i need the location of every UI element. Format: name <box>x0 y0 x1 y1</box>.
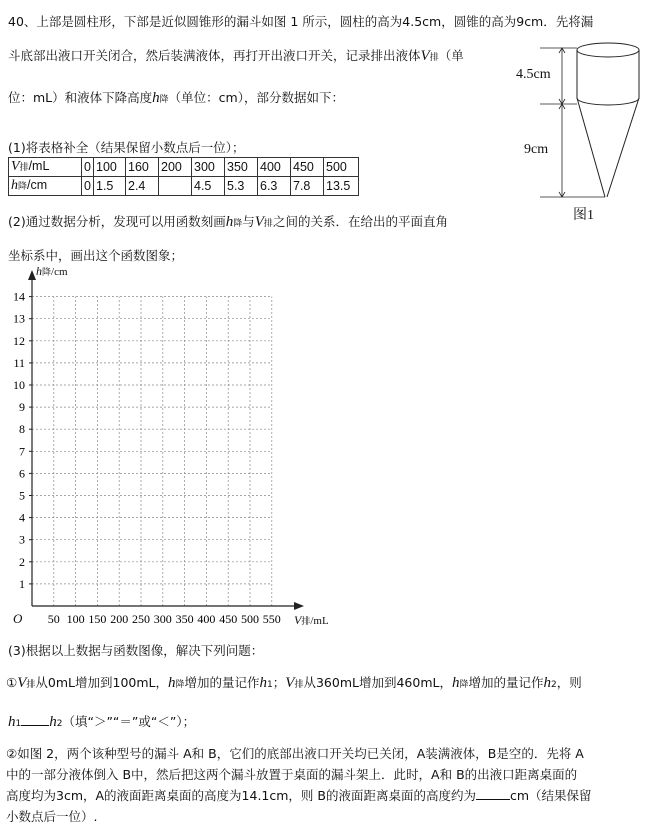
cylinder-top-ellipse <box>577 43 639 57</box>
y-tick-label: 7 <box>19 444 25 459</box>
x-tick-label: 150 <box>88 612 107 626</box>
question-3-part-2-line-2: 中的一部分液体倒入 B中，然后把这两个漏斗放置于桌面的漏斗架上．此时，A和 B的出液口距离桌面的 <box>6 767 578 782</box>
table-cell: 200 <box>159 158 192 177</box>
x-tick-label: 400 <box>197 612 216 626</box>
compare-answer-blank[interactable] <box>21 714 49 726</box>
y-tick-label: 6 <box>19 466 25 481</box>
table-cell: 4.5 <box>192 177 225 196</box>
coordinate-grid <box>0 262 340 632</box>
problem-line-3-end: （单位：cm），部分数据如下： <box>168 90 344 105</box>
question-3-part-2-line-4: 小数点后一位）. <box>6 809 98 824</box>
problem-line-2-text: 斗底部出液口开关闭合，然后装满液体，再打开出液口开关，记录排出液体 <box>8 48 421 63</box>
q2-v-subscript: 排 <box>263 219 273 229</box>
table-cell: 1.5 <box>94 177 126 196</box>
q2-text-b: 之间的关系．在给出的平面直角 <box>272 214 448 229</box>
q3-h1-subscript: 1 <box>267 680 273 690</box>
table-cell: 5.3 <box>225 177 258 196</box>
figure-1-caption: 图1 <box>573 208 594 223</box>
cone-left-edge <box>577 98 605 197</box>
height-label-cone: 9cm <box>524 142 549 157</box>
question-3-part-1 <box>6 673 582 692</box>
y-axis-unit: /cm <box>51 266 68 278</box>
problem-line-2-end: （单 <box>438 48 464 63</box>
x-tick-labels <box>48 612 281 626</box>
q3-v-symbol-2: V <box>285 675 295 691</box>
table-row-height <box>9 177 359 196</box>
table-cell: 7.8 <box>291 177 324 196</box>
y-tick-label: 2 <box>19 554 25 569</box>
table-cell: 160 <box>126 158 159 177</box>
x-tick-label: 200 <box>110 612 129 626</box>
table-cell: 0 <box>82 177 94 196</box>
q3-p2-line3-b: cm（结果保留 <box>509 788 592 803</box>
x-axis-unit: /mL <box>310 615 329 627</box>
table-cell: 100 <box>94 158 126 177</box>
q2-text-mid: 与 <box>242 214 255 229</box>
table-h-subscript: 降 <box>18 181 28 191</box>
q3-h-symbol-1: h <box>168 675 176 691</box>
y-tick-label: 9 <box>19 400 25 415</box>
table-cell: 0 <box>82 158 94 177</box>
question-2-line-1 <box>8 212 448 231</box>
question-3-part-2-line-3 <box>6 786 592 804</box>
q3-h2-subscript: 2 <box>551 680 557 690</box>
y-tick-label: 4 <box>19 510 25 525</box>
x-axis-label <box>294 613 329 628</box>
q3-h-symbol-2: h <box>451 675 460 691</box>
q3-h1-symbol: h <box>259 675 268 691</box>
table-row-volume <box>9 158 359 177</box>
table-cell: 400 <box>258 158 291 177</box>
x-tick-label: 50 <box>47 612 60 626</box>
table-v-symbol: V <box>11 159 20 174</box>
q3-p1-c: ； <box>272 675 286 690</box>
h-symbol: h <box>152 90 160 106</box>
table-h-unit: /cm <box>27 178 48 192</box>
y-axis-h-subscript: 降 <box>42 268 52 278</box>
q3-p1-e: 增加的量记作 <box>468 675 544 690</box>
question-1: (1)将表格补全（结果保留小数点后一位）； <box>8 140 245 155</box>
y-tick-label: 14 <box>13 289 25 304</box>
table-cell-blank <box>159 177 192 196</box>
problem-line-3-text: 位：mL）和液体下降高度 <box>8 90 153 105</box>
compare-h2-subscript: 2 <box>56 719 63 729</box>
q2-h-subscript: 降 <box>233 219 243 229</box>
x-tick-label: 300 <box>153 612 172 626</box>
q3-h-subscript-1: 降 <box>175 680 185 690</box>
question-3-part-2-line-1: ②如图 2，两个该种型号的漏斗 A和 B，它们的底部出液口开关均已关闭，A装满液体，B是空的．先将 A <box>6 746 584 761</box>
table-cell: 13.5 <box>324 177 359 196</box>
table-cell: 300 <box>192 158 225 177</box>
compare-h1-subscript: 1 <box>15 719 22 729</box>
compare-h2-symbol: h <box>49 714 57 730</box>
x-axis-v-symbol: V <box>294 613 302 627</box>
compare-hint: （填“＞”“＝”或“＜”）； <box>62 714 196 729</box>
x-tick-label: 100 <box>66 612 85 626</box>
y-tick-label: 1 <box>19 576 25 591</box>
q3-p2-line3-a: 高度均为3cm，A的液面距离桌面的高度为14.1cm，则 B的液面距离桌面的高度约为 <box>6 788 476 803</box>
grid-lines <box>29 297 272 606</box>
x-axis-arrow <box>294 602 304 610</box>
v-symbol: V <box>420 48 430 64</box>
q3-p1-num: ① <box>6 675 18 690</box>
y-tick-labels <box>13 290 25 591</box>
q3-v-subscript-1: 排 <box>26 680 36 690</box>
q3-p1-b: 增加的量记作 <box>184 675 260 690</box>
table-row-header-volume <box>9 158 82 177</box>
y-axis-arrow <box>28 270 36 280</box>
x-tick-label: 450 <box>219 612 238 626</box>
table-cell: 2.4 <box>126 177 159 196</box>
q2-v-symbol: V <box>254 214 264 230</box>
q3-h2-symbol: h <box>543 675 551 691</box>
q3-p1-d: 从360mL增加到460mL， <box>303 675 452 690</box>
y-tick-label: 5 <box>19 488 25 503</box>
q3-h-subscript-2: 降 <box>459 680 469 690</box>
problem-line-2 <box>8 46 464 65</box>
q3-p1-f: ，则 <box>556 675 582 690</box>
problem-line-3 <box>8 88 344 107</box>
q3-v-subscript-2: 排 <box>294 680 304 690</box>
q2-h-symbol: h <box>225 214 234 230</box>
problem-line-1: 40、上部是圆柱形，下部是近似圆锥形的漏斗如图 1 所示，圆柱的高为4.5cm，圆锥的高为9cm．先将漏 <box>8 14 594 29</box>
x-tick-label: 350 <box>175 612 194 626</box>
liquid-height-answer-blank[interactable] <box>476 788 510 800</box>
y-tick-label: 8 <box>19 422 25 437</box>
y-axis-h-symbol: h <box>36 264 42 278</box>
h-subscript: 降 <box>159 95 169 105</box>
origin-label: O <box>13 611 23 626</box>
y-tick-label: 3 <box>19 532 25 547</box>
table-cell: 500 <box>324 158 359 177</box>
compare-h1-symbol: h <box>8 714 16 730</box>
x-tick-label: 500 <box>241 612 259 626</box>
q3-p1-a: 从0mL增加到100mL， <box>35 675 168 690</box>
v-subscript: 排 <box>429 53 439 63</box>
question-2-line-2: 坐标系中，画出这个函数图象； <box>8 248 184 263</box>
height-label-cylinder: 4.5cm <box>516 67 551 82</box>
data-table <box>8 157 359 196</box>
y-tick-label: 13 <box>13 311 25 326</box>
question-3-compare <box>8 712 195 731</box>
table-v-unit: /mL <box>28 159 50 173</box>
x-axis-v-subscript: 排 <box>301 617 311 627</box>
y-axis-label <box>36 264 68 279</box>
table-cell: 350 <box>225 158 258 177</box>
x-tick-label: 550 <box>262 612 281 626</box>
cone-right-edge <box>607 98 639 197</box>
question-3-head: (3)根据以上数据与函数图像，解决下列问题： <box>8 643 264 658</box>
table-h-symbol: h <box>11 178 18 193</box>
x-tick-label: 250 <box>132 612 150 626</box>
table-cell: 6.3 <box>258 177 291 196</box>
y-tick-label: 11 <box>13 355 25 370</box>
y-tick-label: 10 <box>13 378 25 392</box>
cylinder-bottom-arc <box>577 98 639 105</box>
table-v-subscript: 排 <box>19 162 29 172</box>
table-row-header-height <box>9 177 82 196</box>
table-cell: 450 <box>291 158 324 177</box>
q3-v-symbol-1: V <box>17 675 27 691</box>
y-tick-label: 12 <box>13 333 25 348</box>
q2-text-a: (2)通过数据分析，发现可以用函数刻画 <box>8 214 226 229</box>
